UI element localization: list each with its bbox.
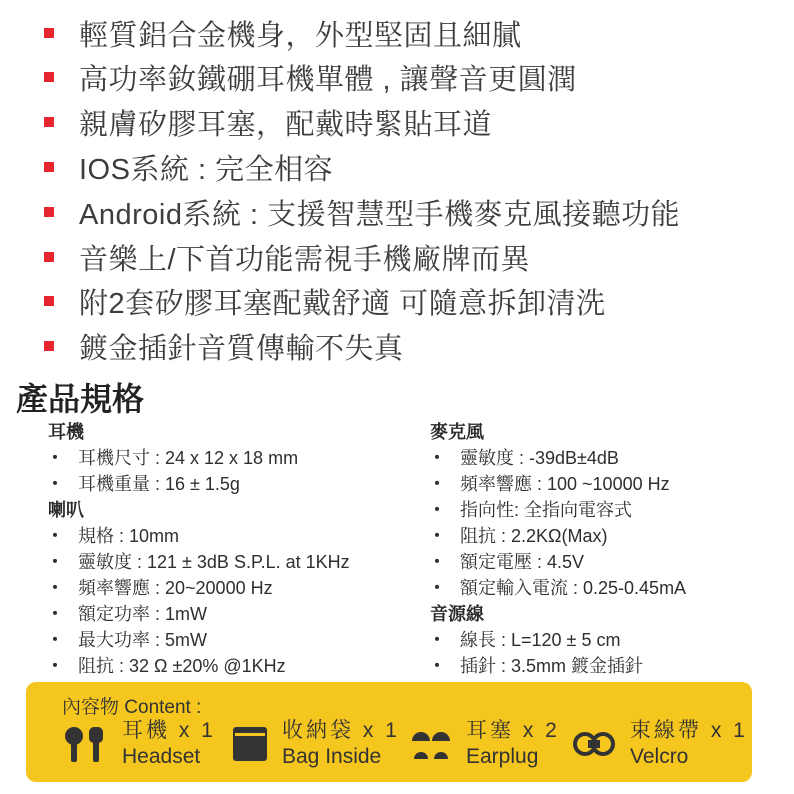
dot-bullet: ・	[428, 630, 446, 650]
red-square-bullet-icon	[44, 252, 54, 262]
dot-bullet: ・	[46, 656, 64, 676]
content-item-en: Earplug	[466, 745, 539, 768]
spec-item	[46, 548, 350, 574]
spec-item-text: 規格 : 10mm	[78, 526, 180, 546]
spec-column-right	[428, 418, 686, 678]
feature-text: 附2套矽膠耳塞配戴舒適 可隨意拆卸清洗	[79, 287, 606, 320]
spec-item-text: 阻抗 : 2.2KΩ(Max)	[460, 526, 608, 546]
feature-text: 輕質鋁合金機身，外型堅固且細膩	[79, 19, 522, 52]
red-square-bullet-icon	[44, 28, 54, 38]
content-item-velcro	[572, 718, 748, 770]
spec-item	[46, 600, 350, 626]
feature-item	[44, 190, 680, 234]
content-item-bag	[232, 718, 400, 770]
content-item-en: Velcro	[630, 745, 689, 768]
earphones-icon	[62, 724, 108, 764]
dot-bullet: ・	[428, 656, 446, 676]
dot-bullet: ・	[428, 500, 446, 520]
spec-item	[428, 574, 686, 600]
spec-item	[46, 444, 350, 470]
spec-item	[428, 626, 686, 652]
feature-item	[44, 55, 577, 99]
feature-item	[44, 145, 333, 189]
feature-item	[44, 11, 522, 55]
spec-item-text: 耳機重量 : 16 ± 1.5g	[78, 474, 240, 494]
spec-item-text: 額定功率 : 1mW	[78, 604, 207, 624]
spec-item	[428, 652, 686, 678]
dot-bullet: ・	[428, 448, 446, 468]
dot-bullet: ・	[428, 526, 446, 546]
feature-text: 鍍金插針音質傳輸不失真	[79, 332, 404, 365]
dot-bullet: ・	[46, 552, 64, 572]
spec-item	[428, 548, 686, 574]
spec-item	[46, 652, 350, 678]
feature-text: IOS系統 : 完全相容	[79, 153, 334, 186]
content-item-earplug	[410, 718, 560, 770]
red-square-bullet-icon	[44, 162, 54, 172]
content-item-zh: 束線帶 x 1	[630, 719, 748, 742]
velcro-icon	[572, 727, 616, 761]
spec-group-heading: 音源線	[430, 604, 484, 624]
spec-item-text: 阻抗 : 32 Ω ±20% @1KHz	[78, 656, 286, 676]
dot-bullet: ・	[428, 578, 446, 598]
eartips-icon	[410, 725, 452, 763]
package-contents-panel	[26, 682, 752, 782]
feature-text: 音樂上/下首功能需視手機廠牌而異	[79, 243, 531, 276]
spec-item	[428, 496, 686, 522]
dot-bullet: ・	[46, 578, 64, 598]
red-square-bullet-icon	[44, 72, 54, 82]
dot-bullet: ・	[46, 604, 64, 624]
spec-item-text: 指向性: 全指向電容式	[460, 500, 633, 520]
spec-item	[46, 470, 350, 496]
feature-text: 親膚矽膠耳塞，配戴時緊貼耳道	[79, 108, 493, 141]
red-square-bullet-icon	[44, 341, 54, 351]
dot-bullet: ・	[46, 448, 64, 468]
content-item-zh: 收納袋 x 1	[282, 719, 400, 742]
red-square-bullet-icon	[44, 296, 54, 306]
red-square-bullet-icon	[44, 117, 54, 127]
spec-item-text: 插針 : 3.5mm 鍍金插針	[460, 656, 644, 676]
feature-text: Android系統 : 支援智慧型手機麥克風接聽功能	[79, 198, 681, 231]
spec-item-text: 最大功率 : 5mW	[78, 630, 207, 650]
spec-item-text: 頻率響應 : 100 ~10000 Hz	[460, 474, 670, 494]
feature-item	[44, 324, 404, 368]
spec-item-text: 頻率響應 : 20~20000 Hz	[78, 578, 273, 598]
feature-item	[44, 235, 530, 279]
contents-title: 內容物 Content :	[62, 697, 202, 718]
red-square-bullet-icon	[44, 207, 54, 217]
spec-group-heading: 喇叭	[48, 500, 84, 520]
spec-item	[428, 470, 686, 496]
spec-item	[46, 574, 350, 600]
spec-item-text: 額定輸入電流 : 0.25-0.45mA	[460, 578, 687, 598]
dot-bullet: ・	[46, 526, 64, 546]
content-item-headset	[62, 718, 216, 770]
spec-title: 產品規格	[16, 381, 145, 417]
spec-item-text: 耳機尺寸 : 24 x 12 x 18 mm	[78, 448, 299, 468]
dot-bullet: ・	[428, 474, 446, 494]
spec-item-text: 靈敏度 : -39dB±4dB	[460, 448, 619, 468]
spec-item	[46, 626, 350, 652]
feature-text: 高功率釹鐵硼耳機單體 , 讓聲音更圓潤	[79, 63, 577, 96]
spec-column-left	[46, 418, 350, 678]
spec-item-text: 額定電壓 : 4.5V	[460, 552, 585, 572]
spec-item	[428, 444, 686, 470]
spec-item-text: 線長 : L=120 ± 5 cm	[460, 630, 621, 650]
dot-bullet: ・	[428, 552, 446, 572]
content-item-en: Bag Inside	[282, 745, 382, 768]
feature-item	[44, 100, 492, 144]
content-item-zh: 耳塞 x 2	[466, 719, 560, 742]
dot-bullet: ・	[46, 474, 64, 494]
spec-group-heading: 麥克風	[430, 422, 484, 442]
spec-group-heading: 耳機	[48, 422, 84, 442]
feature-item	[44, 279, 606, 323]
content-item-zh: 耳機 x 1	[122, 719, 216, 742]
bag-icon	[232, 726, 268, 762]
dot-bullet: ・	[46, 630, 64, 650]
spec-item	[428, 522, 686, 548]
spec-item	[46, 522, 350, 548]
content-item-en: Headset	[122, 745, 201, 768]
spec-item-text: 靈敏度 : 121 ± 3dB S.P.L. at 1KHz	[78, 552, 350, 572]
